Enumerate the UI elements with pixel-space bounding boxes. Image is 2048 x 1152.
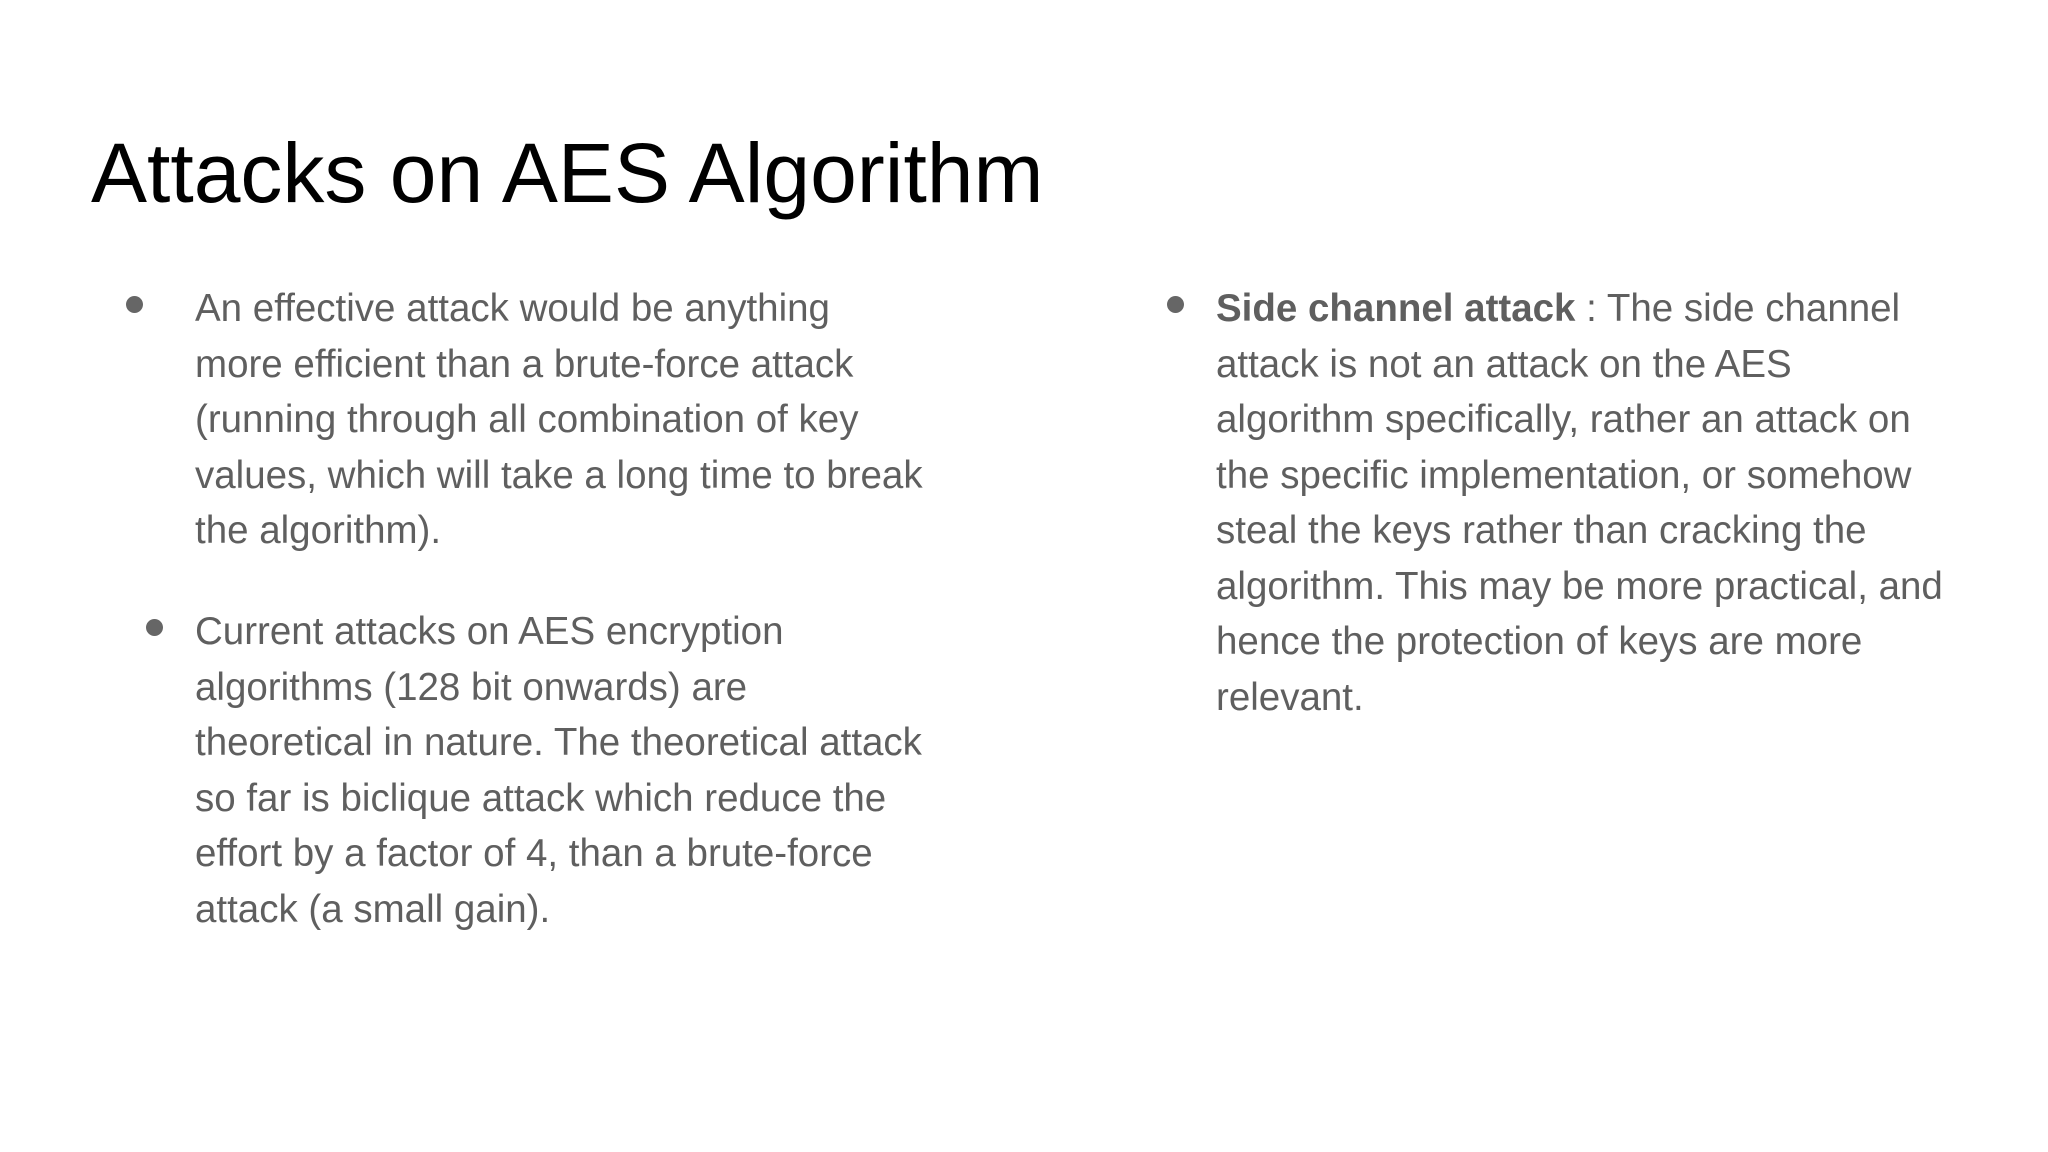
bullet-dot-icon bbox=[126, 296, 143, 313]
left-bullet-item bbox=[195, 604, 975, 937]
bullet-dot-icon bbox=[146, 619, 163, 636]
bullet-text-line: the algorithm). bbox=[195, 509, 442, 552]
bullet-text-line: algorithm specifically, rather an attack on bbox=[1216, 398, 1911, 441]
bullet-text-line: values, which will take a long time to break bbox=[195, 453, 923, 497]
bullet-text-line: Current attacks on AES encryption bbox=[195, 610, 784, 653]
bullet-text-line: algorithms (128 bit onwards) are bbox=[195, 665, 748, 709]
bullet-first-line bbox=[1216, 281, 2016, 337]
bullet-text-line: steal the keys rather than cracking the bbox=[1216, 509, 1867, 552]
bullet-text-line: theoretical in nature. The theoretical attack bbox=[195, 721, 922, 764]
bullet-text-line: attack is not an attack on the AES bbox=[1216, 342, 1792, 386]
right-bullet-item bbox=[1216, 281, 2016, 725]
slide-title: Attacks on AES Algorithm bbox=[91, 126, 1044, 220]
bullet-text-line: relevant. bbox=[1216, 675, 1364, 719]
bullet-text-line: algorithm. This may be more practical, and bbox=[1216, 564, 1943, 608]
bullet-text-line: attack (a small gain). bbox=[195, 887, 551, 931]
side-channel-heading: Side channel attack bbox=[1216, 287, 1576, 330]
bullet-text-line: effort by a factor of 4, than a brute-force bbox=[195, 832, 873, 875]
bullet-text-fragment: : The side channel bbox=[1575, 287, 1901, 330]
bullet-text-line: hence the protection of keys are more bbox=[1216, 620, 1863, 663]
bullet-text-line: more efficient than a brute-force attack bbox=[195, 342, 854, 386]
bullet-dot-icon bbox=[1167, 296, 1184, 313]
bullet-text-line: so far is biclique attack which reduce the bbox=[195, 776, 887, 820]
bullet-text-line: (running through all combination of key bbox=[195, 398, 859, 441]
bullet-text-line: the specific implementation, or somehow bbox=[1216, 453, 1912, 497]
left-bullet-item bbox=[195, 281, 975, 559]
bullet-text-line: An effective attack would be anything bbox=[195, 287, 830, 330]
